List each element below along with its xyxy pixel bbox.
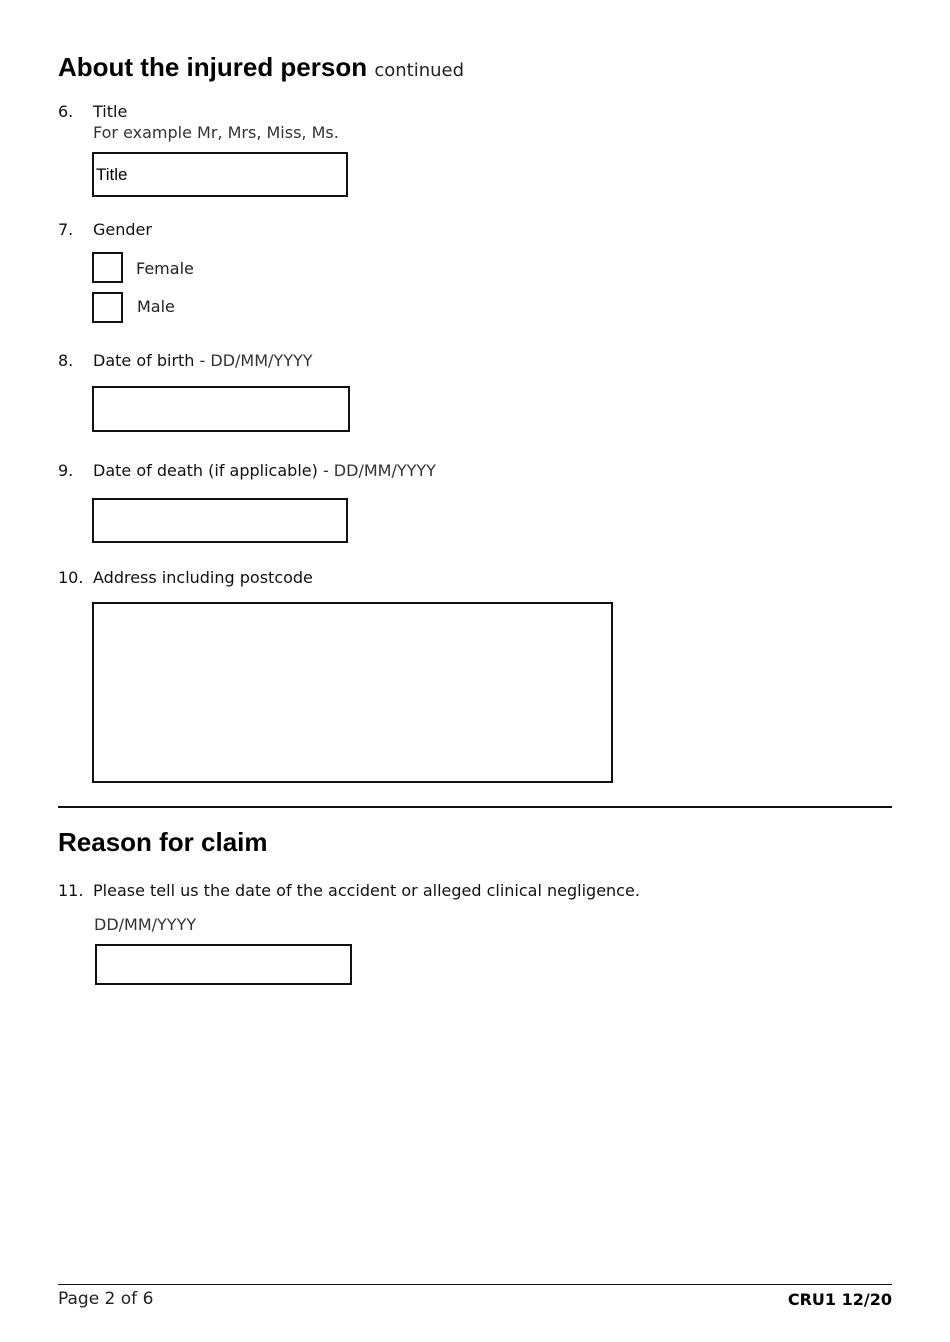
- question-11-number: 11.: [58, 881, 84, 900]
- section-title-text: About the injured person: [58, 52, 368, 82]
- section-title-reason-for-claim: Reason for claim: [58, 827, 268, 857]
- question-8-label-row: [93, 351, 313, 370]
- question-11-format: DD/MM/YYYY: [94, 915, 197, 934]
- question-7-label: Gender: [93, 220, 152, 239]
- title-input[interactable]: [92, 152, 348, 197]
- page-number: Page 2 of 6: [58, 1289, 154, 1309]
- question-8-label: Date of birth: [93, 351, 195, 370]
- accident-date-input[interactable]: [95, 944, 352, 985]
- question-6-label: Title: [93, 102, 128, 121]
- gender-male-checkbox[interactable]: [92, 292, 123, 323]
- section-divider: [58, 806, 892, 808]
- gender-male-label: Male: [137, 297, 175, 316]
- question-7-number: 7.: [58, 220, 74, 239]
- question-9-number: 9.: [58, 461, 74, 480]
- date-of-birth-input[interactable]: [92, 386, 350, 432]
- form-code: CRU1 12/20: [787, 1290, 892, 1309]
- question-10-label: Address including postcode: [93, 568, 313, 587]
- question-6-hint: For example Mr, Mrs, Miss, Ms.: [93, 123, 339, 142]
- address-textarea[interactable]: [92, 602, 613, 783]
- question-9-label-row: [93, 461, 436, 480]
- gender-female-label: Female: [136, 259, 194, 278]
- question-10-number: 10.: [58, 568, 84, 587]
- question-11-label: Please tell us the date of the accident or alleged clinical negligence.: [93, 881, 640, 900]
- date-of-death-input[interactable]: [92, 498, 348, 543]
- section-title-suffix: continued: [374, 60, 465, 81]
- footer-divider: [58, 1284, 892, 1285]
- question-9-format: - DD/MM/YYYY: [322, 461, 436, 480]
- question-8-format: - DD/MM/YYYY: [199, 351, 313, 370]
- gender-female-checkbox[interactable]: [92, 252, 123, 283]
- question-9-label: Date of death (if applicable): [93, 461, 318, 480]
- question-8-number: 8.: [58, 351, 74, 370]
- section-title-about-injured-person: [58, 52, 464, 83]
- question-6-number: 6.: [58, 102, 74, 121]
